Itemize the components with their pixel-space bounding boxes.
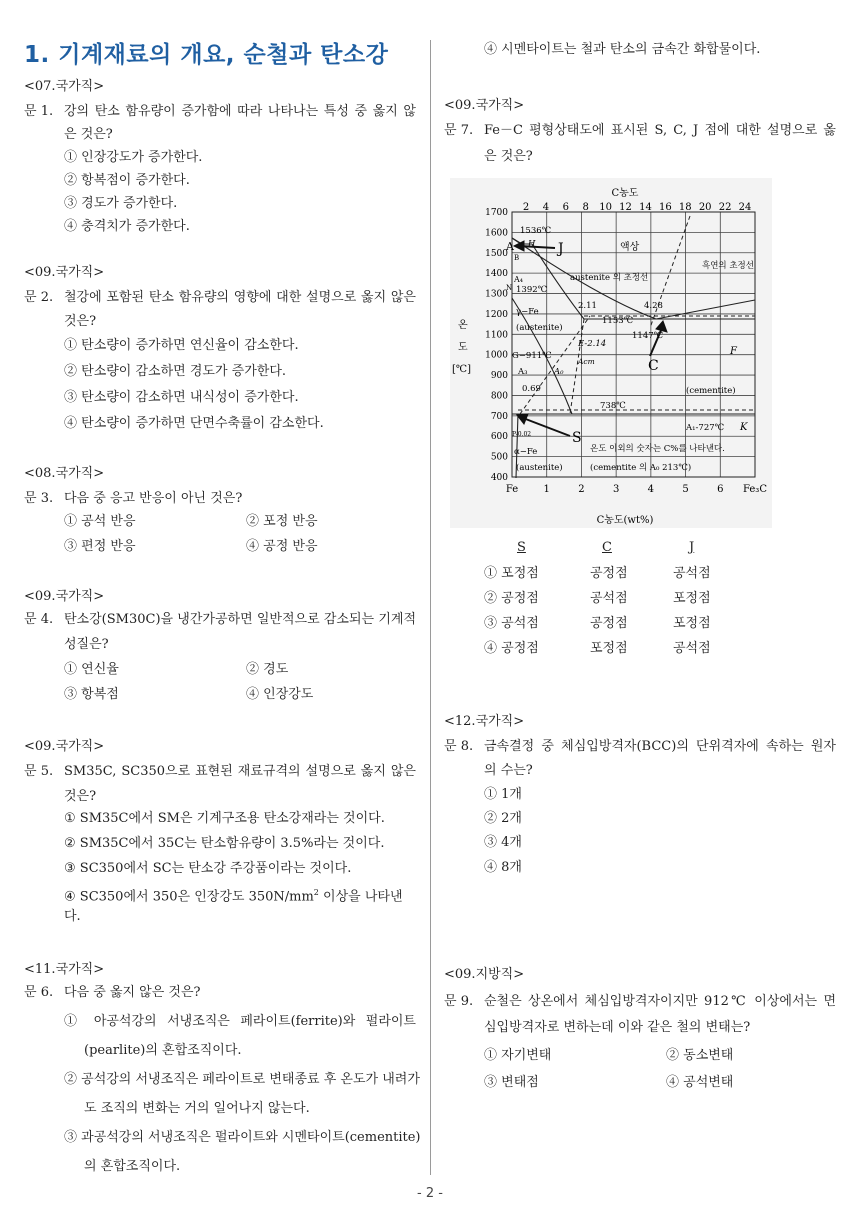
q8-option-4[interactable]: ④ 8개 [484,860,522,875]
q5-option-2[interactable]: ② SM35C에서 35C는 탄소함유량이 3.5%라는 것이다. [64,836,385,851]
label-a3: A₃ [518,367,528,377]
bottom-tick-label: 5 [682,484,689,495]
label-alpha-fe: α−Fe [514,447,538,457]
label-1153: 1153℃ [602,316,634,326]
y-tick-label: 400 [490,473,508,483]
q6-option-3-continued: 의 혼합조직이다. [84,1159,181,1174]
q7-option-3-c: 공정점 [590,616,628,631]
label-n: N [506,284,513,292]
column-divider [430,40,431,1175]
q3-option-3[interactable]: ③ 편정 반응 [64,539,136,554]
q1-stem: 강의 탄소 함유량이 증가함에 따라 나타나는 특성 중 옳지 않 [64,104,416,119]
q7-number: 문 7. [444,123,474,138]
q4-stem: 성질은? [64,637,109,652]
q5-option-4[interactable] [64,885,403,905]
page-number: - 2 - [417,1186,443,1201]
q9-stem: 순철은 상온에서 체심입방격자이지만 912℃ 이상에서는 면 [484,994,836,1009]
top-tick-label: 14 [639,202,652,213]
label-austenite-2: (austenite) [516,463,563,473]
q6-option-2-continued: 도 조직의 변화는 거의 일어나지 않는다. [84,1101,310,1116]
q5-stem: 것은? [64,789,97,804]
label-graphite: 흑연의 초정선 [702,261,754,271]
label-b: B [514,254,520,262]
label-liquid: 액상 [620,242,640,253]
q9-option-1[interactable]: ① 자기변태 [484,1048,552,1063]
q1-option-3[interactable]: ③ 경도가 증가한다. [64,196,178,211]
q1-option-2[interactable]: ② 항복점이 증가한다. [64,173,190,188]
q6-option-4[interactable]: ④ 시멘타이트는 철과 탄소의 금속간 화합물이다. [484,42,761,57]
y-tick-label: 1600 [485,228,508,239]
q7-option-1-c: 공정점 [590,566,628,581]
q4-number: 문 4. [24,612,54,627]
label-j: J [558,241,564,257]
label-2-11: 2.11 [578,301,597,311]
q2-option-1[interactable]: ① 탄소량이 증가하면 연신율이 감소한다. [64,338,299,353]
bottom-tick-label: Fe₃C [743,484,767,495]
y-tick-label: 700 [490,411,508,422]
y-tick-label: 500 [490,452,508,463]
q7-option-3-j: 포정점 [673,616,711,631]
q2-number: 문 2. [24,290,54,305]
q2-stem: 것은? [64,314,97,329]
top-tick-label: 22 [718,202,732,213]
y-tick-label: 1500 [485,248,508,259]
q5-option-3[interactable]: ③ SC350에서 SC는 탄소강 주강품이라는 것이다. [64,861,352,876]
q8-option-2[interactable]: ② 2개 [484,811,522,826]
bottom-axis-label: C농도(wt%) [596,515,654,526]
q8-option-1[interactable]: ① 1개 [484,787,522,802]
q1-stem: 은 것은? [64,127,113,142]
q5-option-1[interactable]: ① SM35C에서 SM은 기계구조용 탄소강재라는 것이다. [64,811,385,826]
q2-source: <09.국가직> [24,265,105,280]
q4-stem: 탄소강(SM30C)을 냉간가공하면 일반적으로 감소되는 기계적 [64,612,416,627]
q3-option-4[interactable]: ④ 공정 반응 [246,539,318,554]
label-0-69: 0.69 [522,384,541,394]
label-note: 온도 이외의 숫자는 C%를 나타낸다. [590,444,725,454]
q3-number: 문 3. [24,491,54,506]
q6-stem: 다음 중 옳지 않은 것은? [64,985,201,1000]
top-axis-label: C농도 [611,188,639,199]
q6-option-3[interactable]: ③ 과공석강의 서냉조직은 펄라이트와 시멘타이트(cementite) [64,1130,421,1145]
q9-stem: 심입방격자로 변하는데 이와 같은 철의 변태는? [484,1020,751,1035]
bottom-tick-label: 6 [717,484,724,495]
q3-source: <08.국가직> [24,466,105,481]
q5-stem: SM35C, SC350으로 표현된 재료규격의 설명으로 옳지 않은 [64,764,416,779]
fe-c-phase-diagram [450,178,772,528]
q1-number: 문 1. [24,104,54,119]
q7-stem: Fe－C 평형상태도에 표시된 S, C, J 점에 대한 설명으로 옳 [484,123,836,138]
q4-source: <09.국가직> [24,589,105,604]
q6-option-2[interactable]: ② 공석강의 서냉조직은 페라이트로 변태종료 후 온도가 내려가 [64,1072,420,1087]
label-gamma-fe: γ−Fe [516,307,539,317]
q7-option-2-c: 공석점 [590,591,628,606]
q7-option-3[interactable]: ③ 공석점 [484,616,539,631]
page-title: 1. 기계재료의 개요, 순철과 탄소강 [24,42,389,68]
label-p: P-0.02 [512,431,532,438]
label-austenite-1: (austenite) [516,323,563,333]
q2-option-4[interactable]: ④ 탄소량이 증가하면 단면수축률이 감소한다. [64,416,324,431]
top-tick-label: 24 [738,202,752,213]
y-tick-label: 1000 [485,350,508,361]
q1-source: <07.국가직> [24,79,105,94]
q2-option-2[interactable]: ② 탄소량이 감소하면 경도가 증가한다. [64,364,287,379]
top-tick-label: 16 [658,202,672,213]
q9-option-4[interactable]: ④ 공석변태 [666,1075,734,1090]
label-c: C [648,358,659,374]
top-tick-label: 6 [562,202,570,213]
q7-header-s [513,540,530,556]
q7-stem: 은 것은? [484,149,533,164]
q6-option-1[interactable]: ① 아공석강의 서냉조직은 페라이트(ferrite)와 펄라이트 [64,1014,416,1029]
y-tick-label: 1300 [485,289,508,300]
q4-option-1[interactable]: ① 연신율 [64,662,119,677]
bottom-tick-label: Fe [505,484,519,495]
label-a4: A₄ [514,275,523,284]
q7-option-2[interactable]: ② 공정점 [484,591,539,606]
q5-option-4-continued: 다. [64,909,81,924]
q7-header-j [685,540,698,556]
q5-option-4-superscript: 2 [313,888,319,897]
q7-option-4-c: 포정점 [590,641,628,656]
q4-option-3[interactable]: ③ 항복점 [64,687,119,702]
q9-option-3[interactable]: ③ 변태점 [484,1075,539,1090]
top-tick-label: 8 [582,202,589,213]
y-axis-label-3: [℃] [452,364,471,375]
q5-option-4-text: ④ SC350에서 350은 인장강도 350N/mm [64,889,314,905]
q7-option-4[interactable]: ④ 공정점 [484,641,539,656]
q7-option-1-j: 공석점 [673,566,711,581]
q7-source: <09.국가직> [444,98,525,113]
top-tick-label: 12 [619,202,632,213]
q7-header-c-text: C [602,540,612,555]
q8-number: 문 8. [444,739,474,754]
q9-source: <09.지방직> [444,967,525,982]
q6-source: <11.국가직> [24,962,105,977]
label-1536: 1536℃ [520,226,552,236]
q1-option-4[interactable]: ④ 충격치가 증가한다. [64,219,190,234]
top-tick-label: 2 [522,202,530,213]
label-acm: Acm [578,357,595,366]
y-axis-label-2: 도 [458,342,468,353]
q7-header-s-text: S [517,540,526,555]
label-4-28: 4.28 [644,301,663,311]
q5-option-4-tail: 이상을 나타낸 [318,889,403,905]
label-austenite-primary: austenite 의 초정선 [570,273,649,283]
label-f: F [730,346,737,357]
q5-number: 문 5. [24,764,54,779]
q8-stem: 금속결정 중 체심입방격자(BCC)의 단위격자에 속하는 원자 [484,739,836,754]
q8-source: <12.국가직> [444,714,525,729]
q5-source: <09.국가직> [24,739,105,754]
q7-header-j-text: J [689,540,695,555]
bottom-tick-label: 3 [612,484,620,495]
q8-stem: 의 수는? [484,763,533,778]
q9-option-2[interactable]: ② 동소변태 [666,1048,734,1063]
label-e: E-2.14 [578,339,607,349]
label-acm-2: A₀ [554,367,564,377]
y-axis-label-1: 온 [458,320,468,331]
q1-option-1[interactable]: ① 인장강도가 증가한다. [64,150,203,165]
q4-option-4[interactable]: ④ 인장강도 [246,687,314,702]
label-k: K [740,422,748,433]
q8-option-3[interactable]: ③ 4개 [484,835,522,850]
label-727: A₁-727℃ [686,423,725,433]
q3-stem: 다음 중 응고 반응이 아닌 것은? [64,491,243,506]
q2-option-3[interactable]: ③ 탄소량이 감소하면 내식성이 증가한다. [64,390,299,405]
top-tick-label: 4 [542,202,550,213]
y-tick-label: 800 [490,391,508,402]
y-tick-label: 1700 [485,208,508,218]
q2-stem: 철강에 포함된 탄소 함유량의 영향에 대한 설명으로 옳지 않은 [64,290,416,305]
label-a: A [506,240,514,253]
label-s: S [572,430,582,446]
q7-option-1[interactable]: ① 포정점 [484,566,539,581]
label-g: G−911℃ [512,351,552,361]
q3-option-2[interactable]: ② 포정 반응 [246,514,318,529]
q7-option-2-j: 포정점 [673,591,711,606]
q7-header-c [598,540,616,556]
label-cementite: (cementite) [686,386,736,396]
y-tick-label: 1100 [485,330,508,341]
top-tick-label: 18 [678,202,692,213]
label-1392: 1392℃ [516,285,548,295]
q4-option-2[interactable]: ② 경도 [246,662,289,677]
y-tick-label: 1200 [485,309,508,320]
label-1147: 1147℃ [632,331,664,341]
label-738: 738℃ [600,401,626,411]
label-h: H [528,239,536,249]
q9-number: 문 9. [444,994,474,1009]
y-tick-label: 900 [490,371,508,382]
label-cementite-a0: (cementite 의 A₀ 213℃) [590,463,692,473]
bottom-tick-label: 4 [647,484,655,495]
y-tick-label: 1400 [485,269,508,280]
q6-option-1-continued: (pearlite)의 혼합조직이다. [84,1043,242,1058]
q7-option-4-j: 공석점 [673,641,711,656]
q6-number: 문 6. [24,985,54,1000]
top-tick-label: 10 [599,202,613,213]
bottom-tick-label: 2 [578,484,585,495]
q3-option-1[interactable]: ① 공석 반응 [64,514,136,529]
bottom-tick-label: 1 [543,484,550,495]
y-tick-label: 600 [490,432,508,443]
top-tick-label: 20 [698,202,712,213]
